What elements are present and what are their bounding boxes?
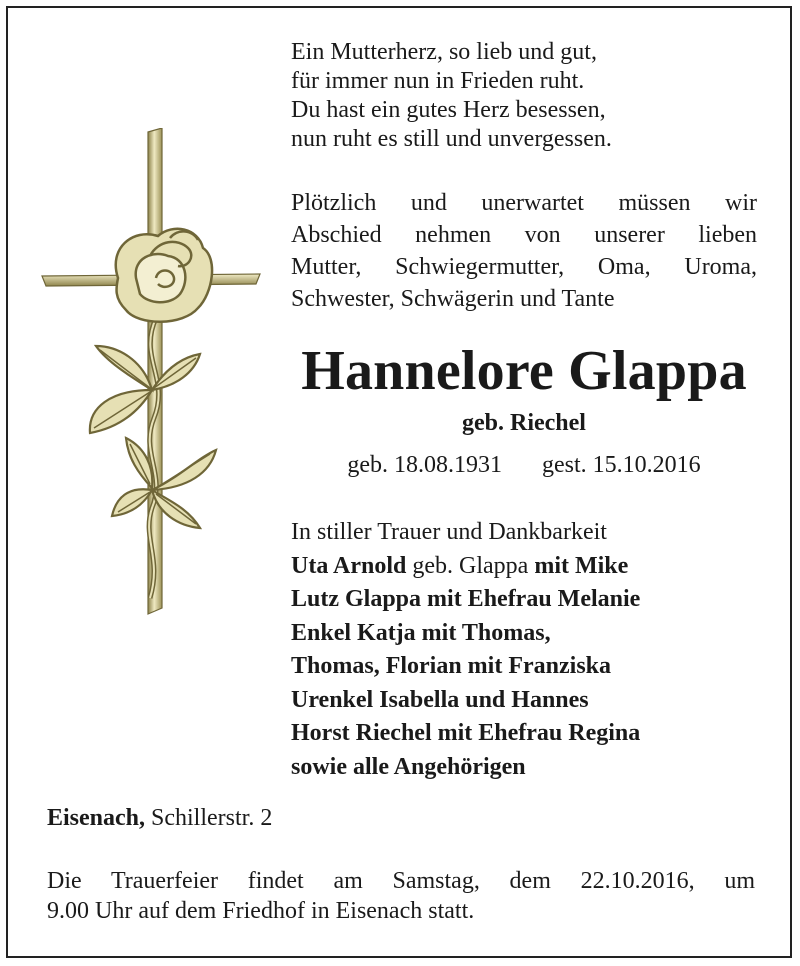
mourner-line: Urenkel Isabella und Hannes (291, 686, 589, 713)
address (47, 803, 272, 833)
mourners-list (291, 516, 640, 784)
mourner-line (291, 550, 640, 584)
cross-with-rose-icon (38, 128, 268, 618)
mourner-line: Horst Riechel mit Ehefrau Regina (291, 720, 641, 746)
announcement-line: Schwester, Schwägerin und Tante (291, 286, 615, 312)
life-dates (291, 449, 757, 481)
deceased-name: Hannelore Glappa (301, 340, 747, 402)
address-city: Eisenach, (47, 805, 146, 831)
birth-name: geb. Riechel (462, 410, 586, 436)
birth-date: geb. 18.08.1931 (347, 452, 502, 478)
mourner-partner: mit Mike (534, 552, 629, 579)
poem-line: Du hast ein gutes Herz besessen, (291, 97, 606, 123)
address-street: Schillerstr. 2 (145, 805, 273, 831)
poem-line: Ein Mutterherz, so lieb und gut, (291, 39, 597, 65)
announcement-text (291, 187, 757, 315)
death-date: gest. 15.10.2016 (541, 452, 701, 478)
mourner-birthname: geb. Glappa (406, 552, 535, 579)
announcement-line: Abschied nehmen von unserer lieben (291, 222, 757, 248)
mourners-intro: In stiller Trauer und Dankbarkeit (291, 519, 607, 545)
announcement-line: Mutter, Schwiegermutter, Oma, Uroma, (291, 254, 757, 280)
funeral-ceremony-info (47, 866, 755, 926)
announcement-line: Plötzlich und unerwartet müssen wir (291, 190, 757, 216)
poem-line: nun ruht es still und unvergessen. (291, 126, 612, 152)
poem (291, 38, 612, 154)
poem-line: für immer nun in Frieden ruht. (291, 68, 585, 94)
mourner-line: Thomas, Florian mit Franziska (291, 653, 612, 679)
mourner-line: Lutz Glappa mit Ehefrau Melanie (291, 586, 641, 612)
mourner-line: Enkel Katja mit Thomas, (291, 619, 551, 646)
ceremony-line: Die Trauerfeier findet am Samstag, dem 22.10.2016, um (47, 868, 755, 894)
mourner-line: sowie alle Angehörigen (291, 753, 526, 780)
ceremony-line: 9.00 Uhr auf dem Friedhof in Eisenach statt. (47, 898, 475, 924)
mourner-name: Uta Arnold (291, 552, 407, 579)
